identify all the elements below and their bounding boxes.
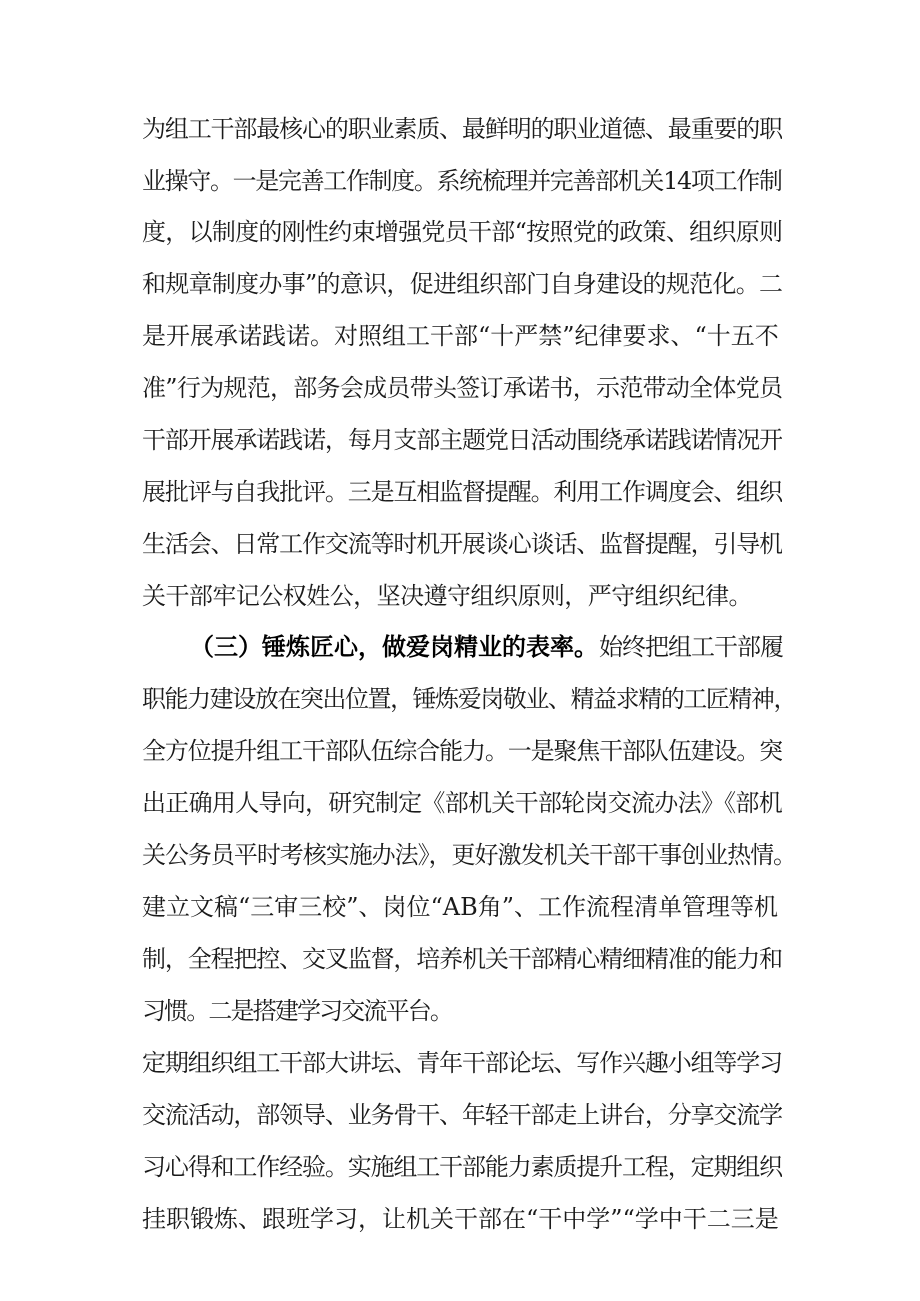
text-line bbox=[0, 1141, 920, 1193]
section-heading-continuation: 始终把组工干部履 bbox=[599, 633, 783, 661]
text-span: 制，全程把控、交叉监督，培养机关干部精心精细精准的能力和 bbox=[142, 945, 782, 973]
text-span: 为组工干部最核心的职业素质、最鲜明的职业道德、最重要的职 bbox=[142, 115, 782, 143]
text-line bbox=[0, 414, 920, 466]
text-line bbox=[0, 103, 920, 155]
text-line bbox=[0, 777, 920, 829]
text-line bbox=[0, 725, 920, 777]
text-span: 关干部牢记公权姓公，坚决遵守组织原则，严守组织纪律。 bbox=[142, 582, 752, 610]
text-span: 准”行为规范，部务会成员带头签订承诺书，示范带动全体党员 bbox=[142, 374, 782, 402]
text-line bbox=[0, 155, 920, 207]
text-line bbox=[0, 206, 920, 258]
text-span: 展批评与自我批评。三是互相监督提醒。利用工作调度会、组织 bbox=[142, 478, 782, 506]
text-span: 出正确用人导向，研究制定《部机关干部轮岗交流办法》《部机 bbox=[142, 789, 782, 817]
text-line bbox=[0, 1037, 920, 1089]
text-line bbox=[0, 1089, 920, 1141]
text-span: 交流活动，部领导、业务骨干、年轻干部走上讲台，分享交流学 bbox=[142, 1101, 782, 1129]
text-line bbox=[0, 673, 920, 725]
text-span: 干部开展承诺践诺，每月支部主题党日活动围绕承诺践诺情况开 bbox=[142, 426, 782, 454]
text-span: 业操守。一是完善工作制度。系统梳理并完善部机关14项工作制 bbox=[142, 167, 782, 195]
section-heading-line bbox=[0, 621, 920, 673]
text-line bbox=[0, 310, 920, 362]
text-span: 定期组织组工干部大讲坛、青年干部论坛、写作兴趣小组等学习 bbox=[142, 1049, 782, 1077]
text-line bbox=[0, 466, 920, 518]
text-line bbox=[0, 258, 920, 310]
text-span: 习心得和工作经验。实施组工干部能力素质提升工程，定期组织 bbox=[142, 1153, 782, 1181]
text-line bbox=[0, 985, 920, 1037]
text-span: 和规章制度办事”的意识，促进组织部门自身建设的规范化。二 bbox=[142, 270, 782, 298]
text-line bbox=[0, 881, 920, 933]
text-span: 关公务员平时考核实施办法》，更好激发机关干部干事创业热情。 bbox=[142, 841, 796, 869]
text-span: 生活会、日常工作交流等时机开展谈心谈话、监督提醒，引导机 bbox=[142, 530, 782, 558]
text-span: 是开展承诺践诺。对照组工干部“十严禁”纪律要求、“十五不 bbox=[142, 322, 779, 350]
text-span: 全方位提升组工干部队伍综合能力。一是聚焦干部队伍建设。突 bbox=[142, 737, 782, 765]
text-span: 职能力建设放在突出位置，锤炼爱岗敬业、精益求精的工匠精神， bbox=[142, 685, 796, 713]
section-heading: （三）锤炼匠心，做爱岗精业的表率。 bbox=[190, 632, 598, 661]
text-span: 习惯。二是搭建学习交流平台。 bbox=[142, 997, 452, 1025]
text-line bbox=[0, 933, 920, 985]
text-line bbox=[0, 362, 920, 414]
text-line bbox=[0, 570, 920, 622]
text-span: 挂职锻炼、跟班学习，让机关干部在“干中学”“学中干二三是 bbox=[142, 1205, 779, 1233]
text-line bbox=[0, 829, 920, 881]
text-line bbox=[0, 1193, 920, 1245]
text-line bbox=[0, 518, 920, 570]
text-span: 度，以制度的刚性约束增强党员干部“按照党的政策、组织原则 bbox=[142, 218, 782, 246]
text-span: 建立文稿“三审三校”、岗位“AB角”、工作流程清单管理等机 bbox=[142, 893, 779, 921]
